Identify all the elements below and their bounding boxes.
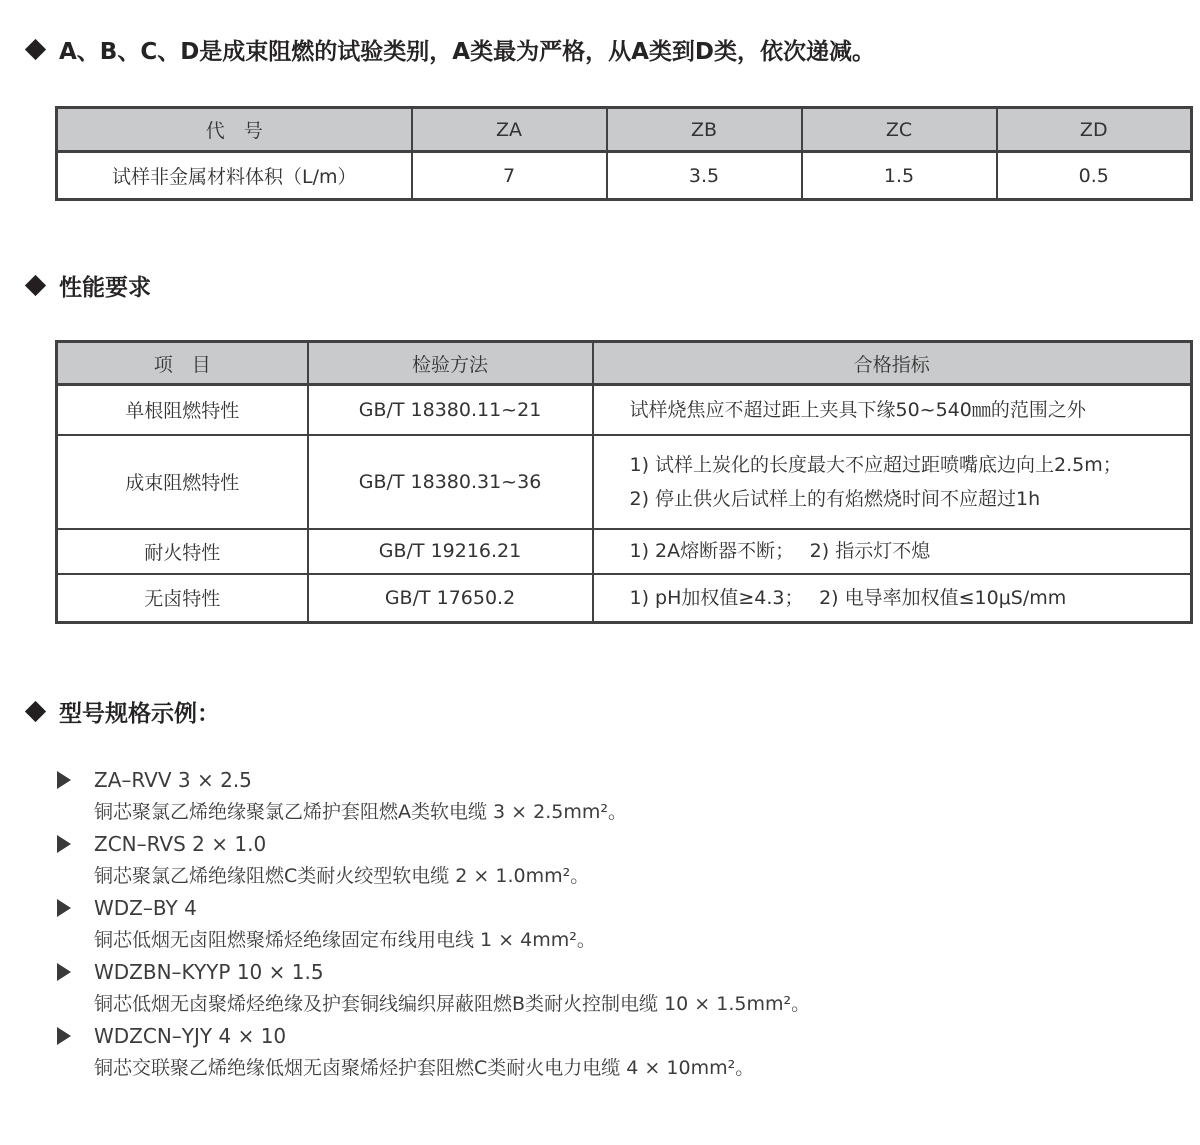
table-row [57,574,1192,623]
table-row [57,529,1192,574]
example-model-line [57,892,1200,924]
item-cell: 耐火特性 [57,529,308,574]
list-item [0,828,1200,892]
example-model: WDZ–BY 4 [94,896,197,920]
column-header: 项 目 [57,342,308,385]
table-row [57,385,1192,435]
list-item [0,764,1200,828]
class-code-table [55,106,1193,201]
example-model-line [57,828,1200,860]
document-page [0,34,1200,1084]
method-cell: GB/T 18380.31~36 [308,435,593,529]
criteria-cell [593,385,1192,435]
example-model-line [57,956,1200,988]
item-cell: 单根阻燃特性 [57,385,308,435]
criteria-cell [593,529,1192,574]
item-cell: 无卤特性 [57,574,308,623]
table-header-row [57,108,1192,152]
section-title: 性能要求 [59,274,151,301]
criteria-line: 2) 停止供火后试样上的有焰燃烧时间不应超过1h [629,487,1041,510]
item-cell: 成束阻燃特性 [57,435,308,529]
right-triangle-bullet-icon [57,835,71,853]
example-description: 铜芯聚氯乙烯绝缘聚氯乙烯护套阻燃A类软电缆 3 × 2.5mm²。 [94,801,627,823]
example-model: WDZBN–KYYP 10 × 1.5 [94,960,324,984]
cell-value: 7 [412,152,607,200]
right-triangle-bullet-icon [57,771,71,789]
table-row [57,435,1192,529]
column-header: ZA [412,108,607,152]
example-description: 铜芯低烟无卤聚烯烃绝缘及护套铜线编织屏蔽阻燃B类耐火控制电缆 10 × 1.5mm²。 [94,993,811,1015]
diamond-bullet-icon [25,700,46,721]
diamond-bullet-icon [25,38,46,59]
diamond-bullet-icon [25,274,46,295]
example-description: 铜芯低烟无卤阻燃聚烯烃绝缘固定布线用电线 1 × 4mm²。 [94,929,596,951]
method-cell: GB/T 17650.2 [308,574,593,623]
method-cell: GB/T 18380.11~21 [308,385,593,435]
list-item [0,956,1200,1020]
column-header: 代 号 [57,108,412,152]
criteria-line: 1) 试样上炭化的长度最大不应超过距喷嘴底边向上2.5m； [629,453,1122,476]
right-triangle-bullet-icon [57,899,71,917]
column-header: ZC [802,108,997,152]
criteria-line: 1) pH加权值≥4.3； 2) 电导率加权值≤10μS/mm [629,586,1067,609]
table-header-row [57,342,1192,385]
criteria-line: 1) 2A熔断器不断； 2) 指示灯不熄 [629,540,931,562]
example-description: 铜芯聚氯乙烯绝缘阻燃C类耐火绞型软电缆 2 × 1.0mm²。 [94,865,590,887]
cell-value: 3.5 [607,152,802,200]
section-performance-heading [28,270,1200,300]
list-item [0,892,1200,956]
table-row [57,152,1192,200]
row-label: 试样非金属材料体积（L/m） [57,152,412,200]
column-header: ZD [997,108,1192,152]
section-examples-heading [28,696,1200,726]
column-header: 检验方法 [308,342,593,385]
cell-value: 0.5 [997,152,1192,200]
criteria-cell [593,574,1192,623]
example-description: 铜芯交联聚乙烯绝缘低烟无卤聚烯烃护套阻燃C类耐火电力电缆 4 × 10mm²。 [94,1057,755,1079]
example-model: ZA–RVV 3 × 2.5 [94,768,252,792]
column-header: ZB [607,108,802,152]
list-item [0,1020,1200,1084]
column-header: 合格指标 [593,342,1192,385]
example-model: ZCN–RVS 2 × 1.0 [94,832,267,856]
right-triangle-bullet-icon [57,1027,71,1045]
right-triangle-bullet-icon [57,963,71,981]
criteria-cell [593,435,1192,529]
section-title: 型号规格示例： [59,700,220,727]
method-cell: GB/T 19216.21 [308,529,593,574]
example-model-line [57,1020,1200,1052]
example-model-line [57,764,1200,796]
intro-text: A、B、C、D是成束阻燃的试验类别，A类最为严格，从A类到D类，依次递减。 [59,38,875,65]
examples-list [0,764,1200,1084]
example-model: WDZCN–YJY 4 × 10 [94,1024,287,1048]
criteria-line: 试样烧焦应不超过距上夹具下缘50~540㎜的范围之外 [629,398,1086,421]
cell-value: 1.5 [802,152,997,200]
performance-table [55,340,1193,624]
intro-statement [28,34,1200,64]
